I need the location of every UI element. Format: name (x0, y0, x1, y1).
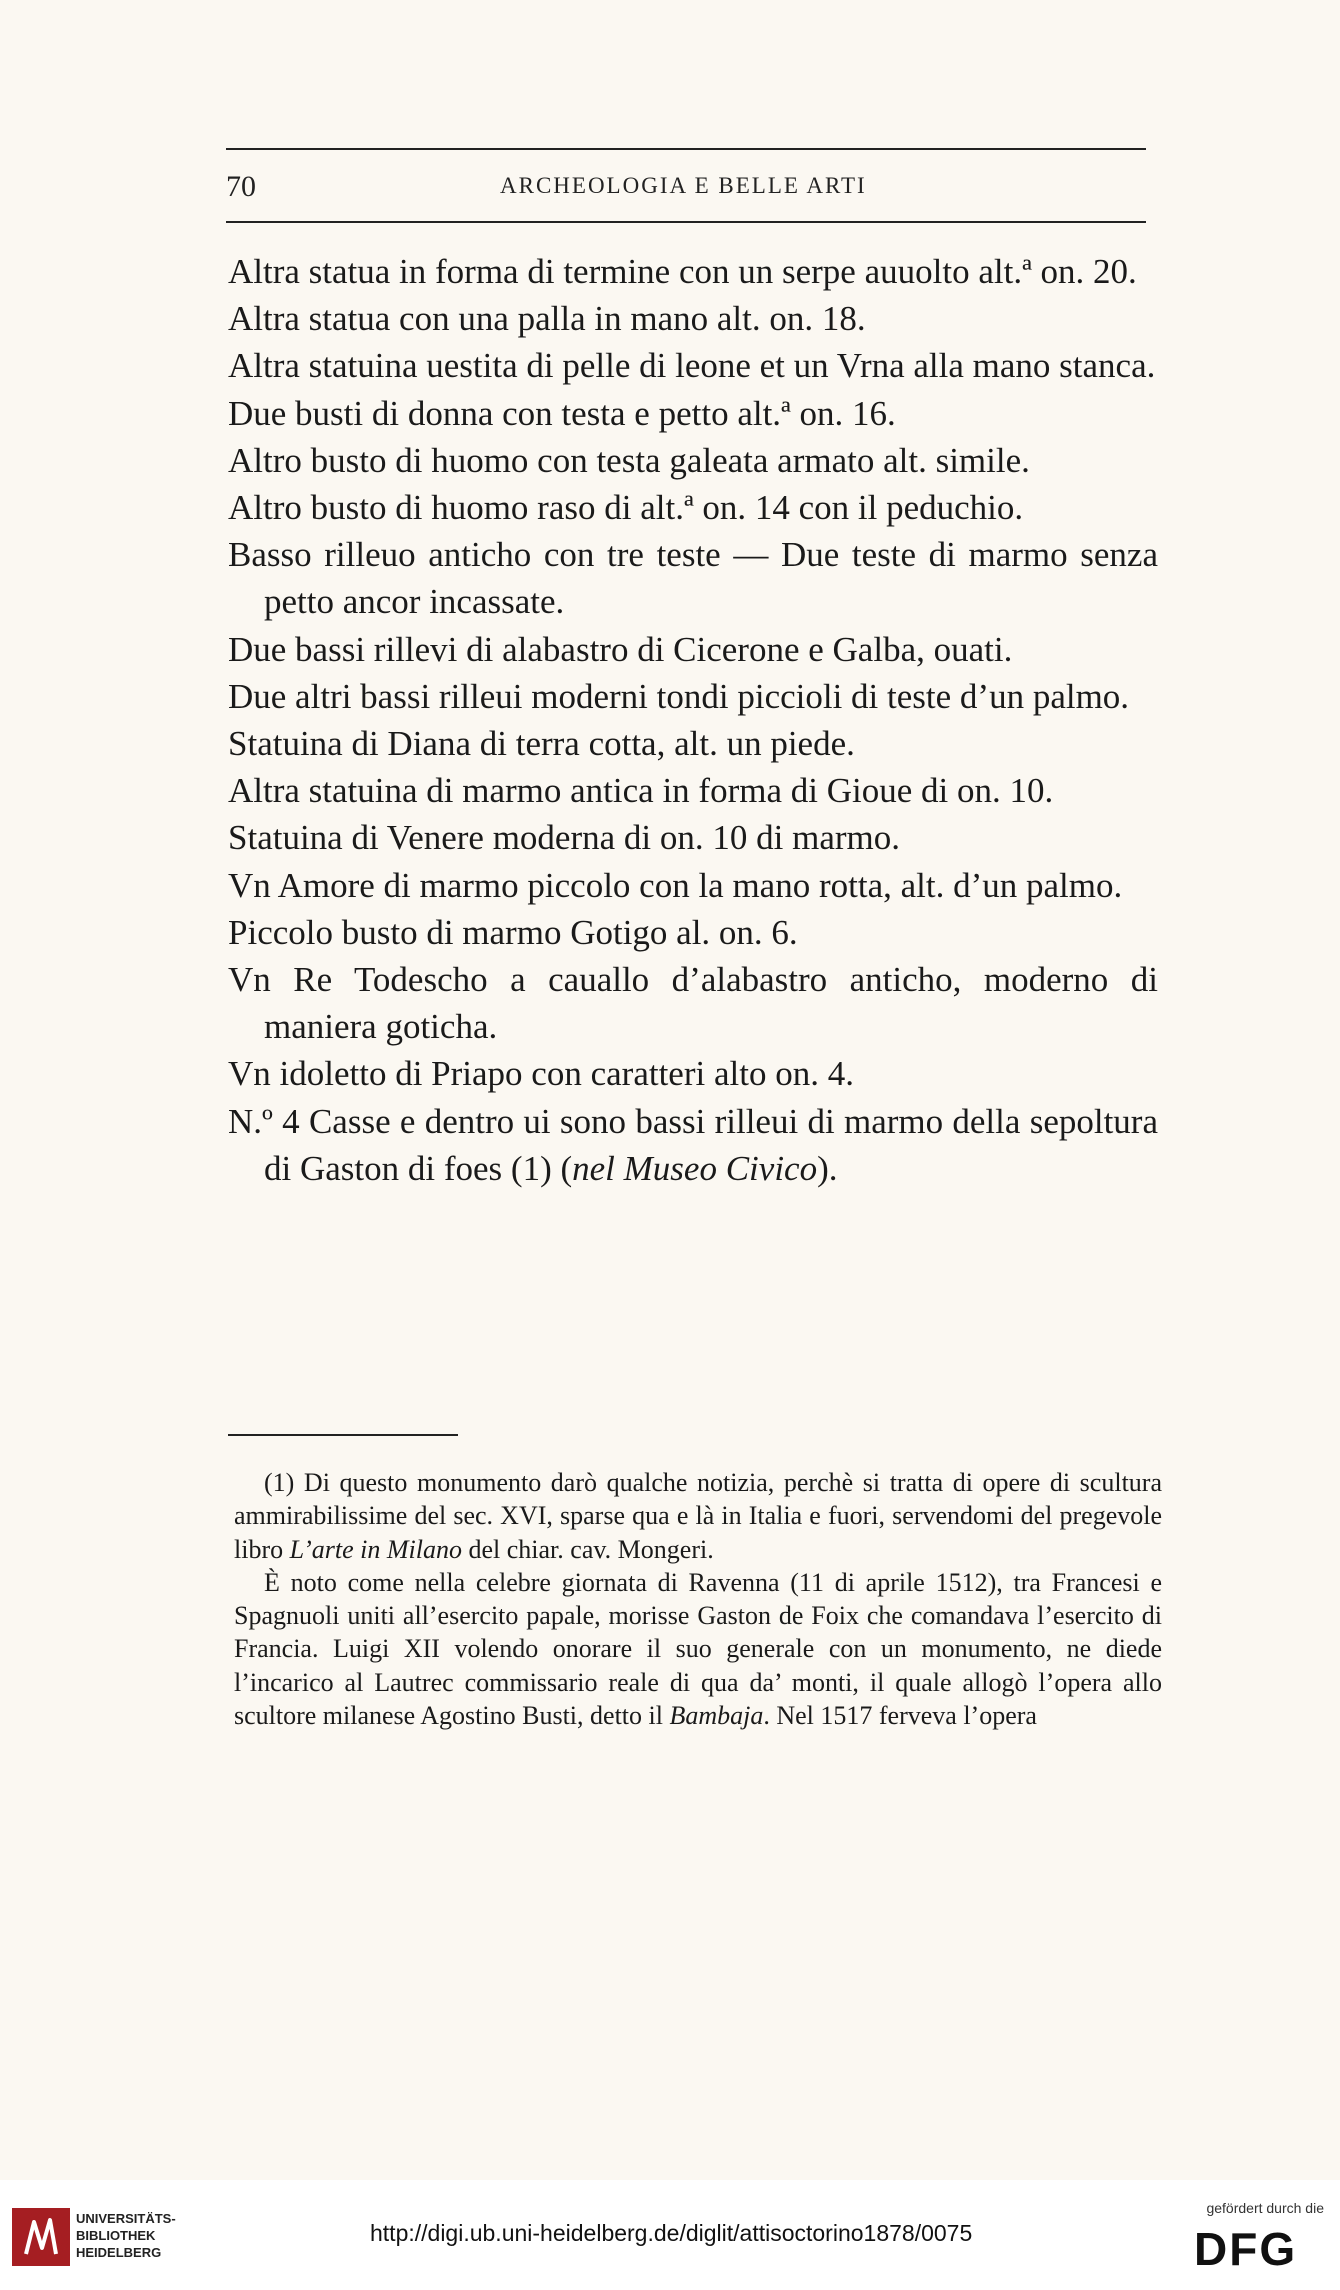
inventory-entry: Statuina di Venere moderna di on. 10 di marmo. (228, 818, 900, 858)
inventory-entry: Statuina di Diana di terra cotta, alt. un piede. (228, 724, 855, 764)
page-number: 70 (226, 170, 256, 203)
footnote-rule (228, 1434, 458, 1436)
footnote-text: (1) Di questo monumento darò qualche notizia, perchè si tratta di opere di scultura ammirabilissime del sec. XVI, sparse qua e là in Italia e fuori, servendomi del pregevole libro (234, 1468, 1162, 1564)
footnote-text: del chiar. cav. Mongeri. (461, 1534, 714, 1564)
funded-by-label: gefördert durch die (1206, 2200, 1324, 2216)
inventory-entry: Vn Amore di marmo piccolo con la mano rotta, alt. d’un palmo. (228, 865, 1123, 905)
inventory-entry: Altra statuina di marmo antica in forma di Gioue di on. 10. (228, 771, 1054, 811)
entry-text: N.º 4 Casse e dentro ui sono bassi rilleui di marmo della sepoltura di Gaston di foes (1) ( (228, 1101, 1158, 1188)
footnote-text: . Nel 1517 ferveva l’opera (763, 1701, 1037, 1731)
header-rule-bottom (226, 221, 1146, 223)
dfg-logo-icon: DFG (1194, 2223, 1298, 2275)
library-name: UNIVERSITÄTS- BIBLIOTHEK HEIDELBERG (76, 2211, 176, 2260)
inventory-list (228, 248, 1158, 1192)
inventory-entry: Due busti di donna con testa e petto alt.ª on. 16. (228, 393, 896, 433)
inventory-entry: Due bassi rillevi di alabastro di Cicerone e Galba, ouati. (228, 629, 1013, 669)
entry-italic: nel Museo Civico (572, 1148, 818, 1188)
entry-end: ). (817, 1148, 838, 1188)
inventory-entry: Altra statuina uestita di pelle di leone et un Vrna alla mano stanca. (228, 346, 1156, 386)
inventory-entry: Altro busto di huomo con testa galeata armato alt. simile. (228, 440, 1030, 480)
inventory-entry: Vn idoletto di Priapo con caratteri alto on. 4. (228, 1054, 854, 1094)
library-emblem-icon (12, 2208, 70, 2266)
footnote-paragraph (234, 1466, 1162, 1566)
dfg-funding-logo[interactable] (1180, 2196, 1330, 2276)
inventory-entry: Due altri bassi rilleui moderni tondi piccioli di teste d’un palmo. (228, 676, 1130, 716)
running-head: ARCHEOLOGIA E BELLE ARTI (500, 173, 867, 198)
university-library-logo[interactable] (12, 2202, 176, 2272)
footnote-italic: Bambaja (669, 1701, 764, 1731)
inventory-entry: Altro busto di huomo raso di alt.ª on. 14 con il peduchio. (228, 488, 1024, 528)
inventory-entry: Altra statua con una palla in mano alt. on. 18. (228, 299, 866, 339)
footnote-paragraph (234, 1566, 1162, 1732)
footnote-text: È noto come nella celebre giornata di Ravenna (11 di aprile 1512), tra Francesi e Spagnuoli uniti all’esercito papale, morisse Gaston de Foix che comandava l’esercito di Francia. Luigi XII volendo onorare il suo generale con un monumento, ne diede l’incarico al Lautrec commissario reale di qua da’ monti, il quale allogò l’opera allo scultore milanese Agostino Busti, detto il (234, 1567, 1162, 1731)
inventory-entry: Basso rilleuo anticho con tre teste — Due teste di marmo senza petto ancor incassate. (228, 535, 1158, 622)
footnote (234, 1466, 1162, 1732)
inventory-entry-last (228, 1098, 1158, 1192)
header-rule-top (226, 148, 1146, 150)
inventory-entry: Vn Re Todescho a cauallo d’alabastro anticho, moderno di maniera goticha. (228, 960, 1158, 1047)
viewer-footer (0, 2180, 1340, 2290)
footnote-italic: L’arte in Milano (289, 1534, 462, 1564)
inventory-entry: Altra statua in forma di termine con un serpe auuolto alt.ª on. 20. (228, 252, 1137, 291)
page-url-link[interactable]: http://digi.ub.uni-heidelberg.de/diglit/attisoctorino1878/0075 (370, 2220, 973, 2246)
inventory-entry: Piccolo busto di marmo Gotigo al. on. 6. (228, 912, 798, 952)
